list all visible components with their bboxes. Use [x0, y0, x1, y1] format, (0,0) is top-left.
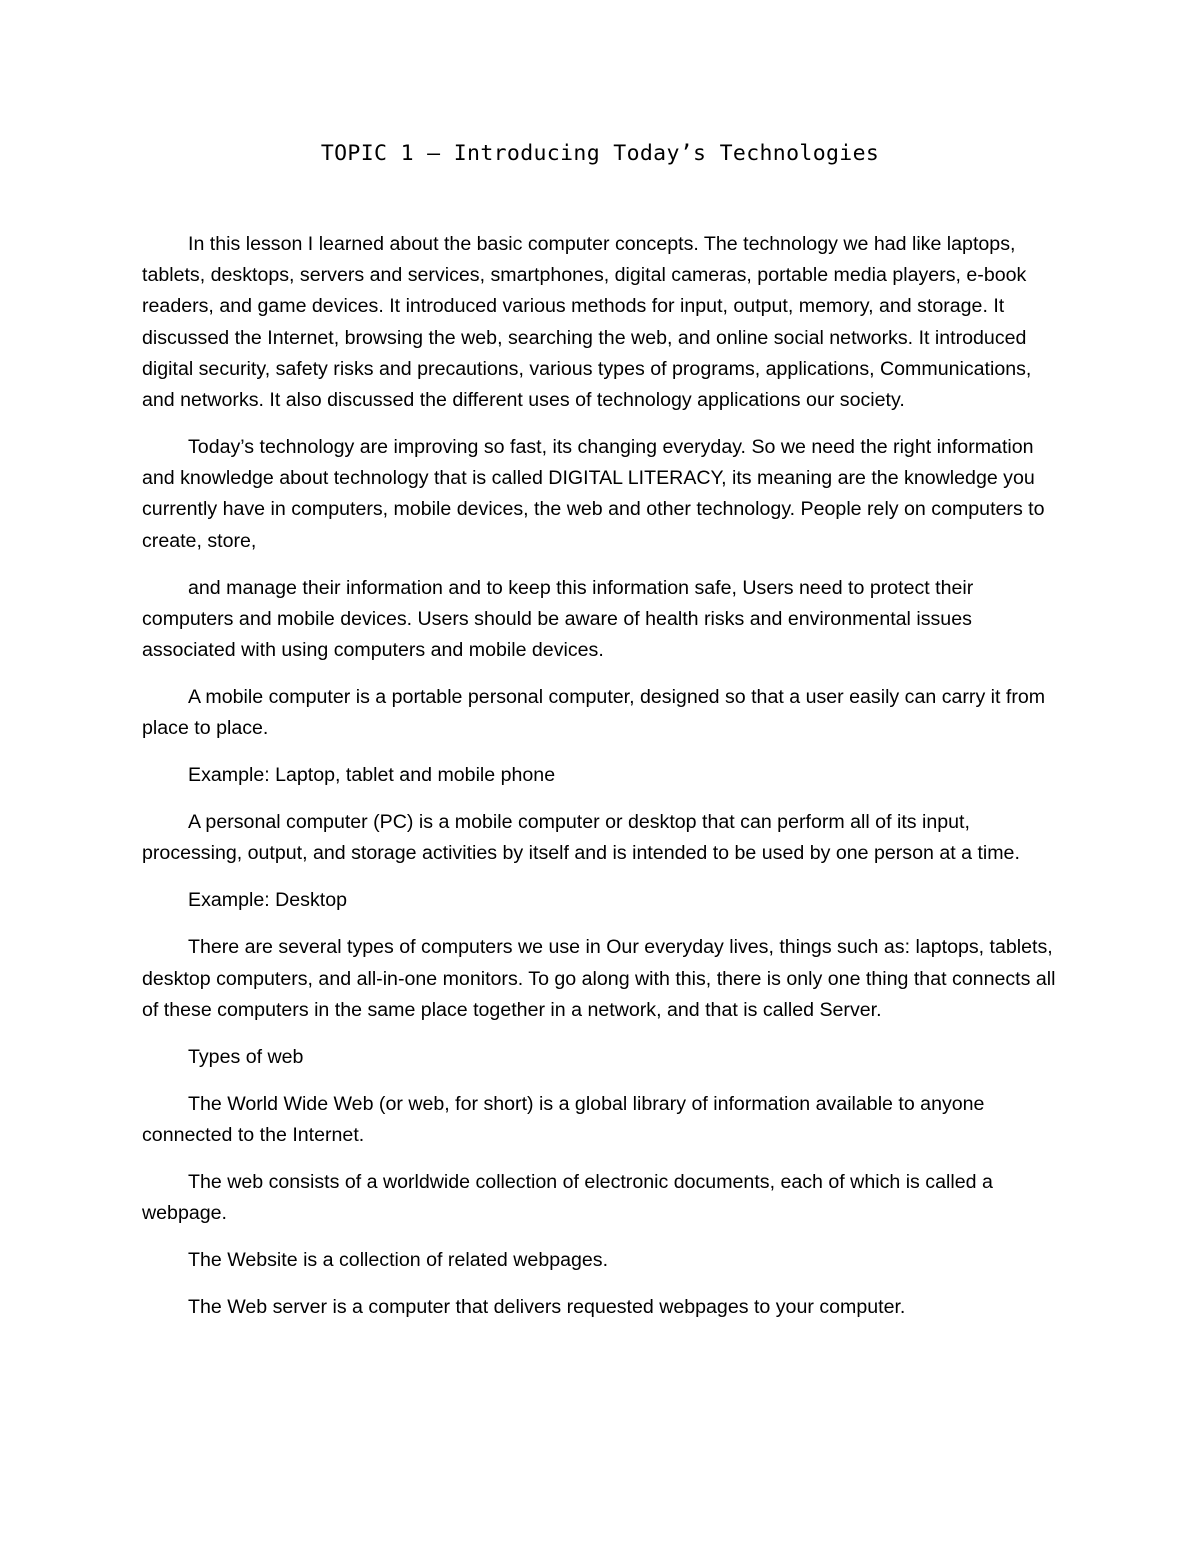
paragraph-personal-computer: A personal computer (PC) is a mobile computer or desktop that can perform all of its input, processing, output, and storage activities by itself and is intended to be used by one person at a time.	[142, 811, 1020, 865]
paragraph-information-safety: and manage their information and to keep this information safe, Users need to protect their computers and mobile devices. Users should be aware of health risks and environmental issues associated with using computers and mobile devices.	[142, 576, 974, 662]
paragraph-digital-literacy: Today’s technology are improving so fast, its changing everyday. So we need the right information and knowledge about technology that is called DIGITAL LITERACY, its meaning are the knowledge you currently have in computers, mobile devices, the web and other technology. People rely on computers to create, store,	[142, 436, 1045, 552]
paragraph-world-wide-web: The World Wide Web (or web, for short) is a global library of information available to anyone connected to the Internet.	[142, 1092, 985, 1147]
paragraph-types-of-web: Types of web	[188, 1045, 304, 1068]
paragraph-web-server: The Web server is a computer that delivers requested webpages to your computer.	[188, 1296, 906, 1319]
paragraph-webpage: The web consists of a worldwide collection of electronic documents, each of which is called a webpage.	[142, 1171, 993, 1225]
paragraph-mobile-example: Example: Laptop, tablet and mobile phone	[188, 764, 556, 787]
paragraph-mobile-computer: A mobile computer is a portable personal computer, designed so that a user easily can carry it from place to place.	[142, 686, 1046, 740]
document-title: TOPIC 1 – Introducing Today’s Technologies	[320, 141, 880, 166]
paragraph-computer-types: There are several types of computers we use in Our everyday lives, things such as: laptops, tablets, desktop computers, and all-in-one monitors. To go along with this, there is only one thing that connects all of these computers in the same place together in a network, and that is called Server.	[142, 936, 1056, 1021]
paragraph-lesson-summary: In this lesson I learned about the basic computer concepts. The technology we had like laptops, tablets, desktops, servers and services, smartphones, digital cameras, portable media players, e-book readers, and game devices. It introduced various methods for input, output, memory, and storage. It discussed the Internet, browsing the web, searching the web, and online social networks. It introduced digital security, safety risks and precautions, various types of programs, applications, Communications, and networks. It also discussed the different uses of technology applications our society.	[142, 233, 1032, 412]
paragraph-desktop-example: Example: Desktop	[188, 889, 347, 912]
document-body	[142, 229, 1062, 1339]
paragraph-website: The Website is a collection of related webpages.	[188, 1249, 609, 1272]
